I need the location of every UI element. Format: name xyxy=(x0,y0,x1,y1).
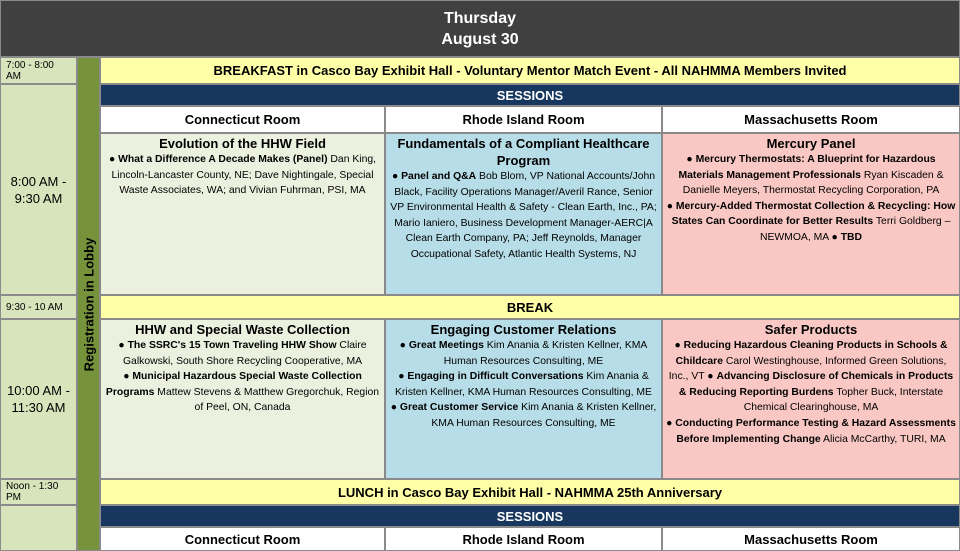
breakfast-banner: BREAKFAST in Casco Bay Exhibit Hall - Voluntary Mentor Match Event - All NAHMMA Members Invited xyxy=(100,57,960,84)
session-block2-rhode-island xyxy=(385,319,662,479)
day-title: Thursday xyxy=(443,10,516,27)
session-title: Fundamentals of a Compliant Healthcare Program xyxy=(397,136,650,168)
day-header xyxy=(0,0,960,57)
session-title: HHW and Special Waste Collection xyxy=(135,322,350,337)
session-item: ● Panel and Q&A Bob Blom, VP National Accounts/John Black, Facility Operations Manager/Averil Rance, Senior VP Environmental Health & Safety - Clean Earth, Inc., PA; Mario Ianiero, Business Development Manager-AERC|A Clean Earth Company, PA; Jeff Reynolds, Manager Occupational Safety, Atlantic Health Systems, NJ xyxy=(390,171,657,260)
room-rhode-island-2: Rhode Island Room xyxy=(385,527,662,551)
room-massachusetts: Massachusetts Room xyxy=(662,106,960,133)
session-item: ● Great Customer Service Kim Anania & Kristen Kellner, KMA Human Resources Consulting, ME xyxy=(390,402,657,429)
time-break: 9:30 - 10 AM xyxy=(0,295,77,319)
session-block1-connecticut xyxy=(100,133,385,295)
date-title: August 30 xyxy=(441,31,519,48)
session-item: ● Conducting Performance Testing & Hazard Assessments Before Implementing Change Alicia McCarthy, TURI, MA xyxy=(666,417,956,445)
session-item: ● Reducing Hazardous Cleaning Products in Schools & Childcare Carol Westinghouse, Informed Green Solutions, Inc., VT ● Advancing Disclosure of Chemicals in Products & Reducing Reporting Burdens Topher Buck, Interstate Chemical Clearinghouse, MA xyxy=(668,340,954,414)
session-block2-massachusetts xyxy=(662,319,960,479)
registration-column xyxy=(77,57,100,551)
sessions-banner-1: SESSIONS xyxy=(100,84,960,106)
room-connecticut: Connecticut Room xyxy=(100,106,385,133)
session-item: ● Engaging in Difficult Conversations Kim Anania & Kristen Kellner, KMA Human Resources Consulting, ME xyxy=(395,371,652,398)
session-item: ● Mercury Thermostats: A Blueprint for Hazardous Materials Management Professionals Ryan Kiscaden & Danielle Meyers, Thermostat Recycling Corporation, PA xyxy=(678,154,944,197)
room-rhode-island: Rhode Island Room xyxy=(385,106,662,133)
session-title: Engaging Customer Relations xyxy=(430,322,617,337)
session-item: ● Great Meetings Kim Anania & Kristen Kellner, KMA Human Resources Consulting, ME xyxy=(399,340,648,367)
time-breakfast: 7:00 - 8:00 AM xyxy=(0,57,77,84)
lunch-banner: LUNCH in Casco Bay Exhibit Hall - NAHMMA 25th Anniversary xyxy=(100,479,960,505)
session-item: ● The SSRC's 15 Town Traveling HHW Show Claire Galkowski, South Shore Recycling Cooperative, MA xyxy=(118,340,367,367)
session-title: Evolution of the HHW Field xyxy=(159,136,326,151)
session-title: Mercury Panel xyxy=(766,136,856,151)
session-item: ● What a Difference A Decade Makes (Panel) Dan King, Lincoln-Lancaster County, NE; Dave Nightingale, Special Waste Associates, WA; and Vivian Fuhrman, PSI, MA xyxy=(108,154,377,197)
room-massachusetts-2: Massachusetts Room xyxy=(662,527,960,551)
time-lunch: Noon - 1:30 PM xyxy=(0,479,77,505)
session-item: ● Municipal Hazardous Special Waste Collection Programs Mattew Stevens & Matthew Gregorchuk, Region of Peel, ON, Canada xyxy=(105,371,380,414)
time-session-2: 10:00 AM - 11:30 AM xyxy=(0,319,77,479)
time-session-1: 8:00 AM - 9:30 AM xyxy=(0,84,77,295)
session-title: Safer Products xyxy=(764,322,858,337)
registration-label: Registration in Lobby xyxy=(81,237,96,371)
session-block1-rhode-island xyxy=(385,133,662,295)
room-connecticut-2: Connecticut Room xyxy=(100,527,385,551)
session-block1-massachusetts xyxy=(662,133,960,295)
sessions-banner-2: SESSIONS xyxy=(100,505,960,527)
time-empty-afternoon xyxy=(0,505,77,551)
session-item: ● Mercury-Added Thermostat Collection & Recycling: How States Can Coordinate for Better Results Terri Goldberg – NEWMOA, MA ● TBD xyxy=(666,200,956,243)
break-banner: BREAK xyxy=(100,295,960,319)
session-block2-connecticut xyxy=(100,319,385,479)
